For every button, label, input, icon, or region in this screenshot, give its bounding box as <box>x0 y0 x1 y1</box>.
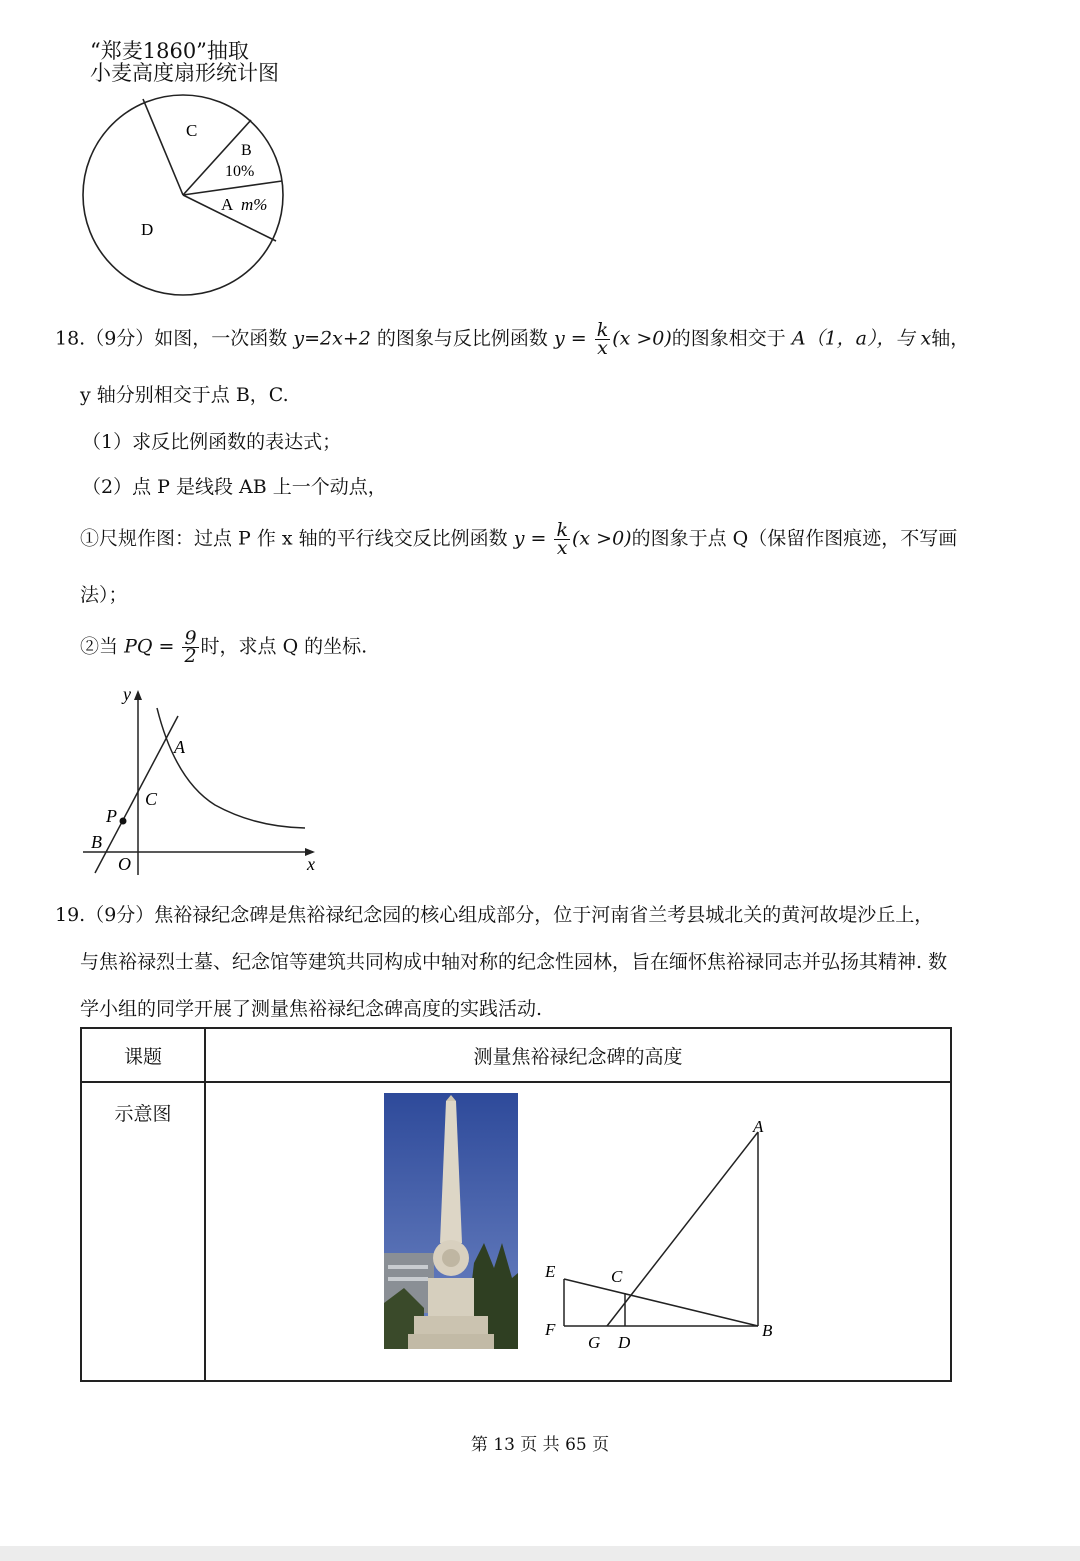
fraction-k-over-x-2: $\frac{k}{x}$ <box>556 519 568 559</box>
point-c-label: C <box>145 789 158 809</box>
page-footer: 第 13 页 共 65 页 <box>470 1435 610 1455</box>
slice-c-label: C <box>186 121 198 140</box>
slice-b-value: 10% <box>225 163 255 180</box>
slice-boundary-b-a <box>183 181 282 195</box>
diagram-label-cell <box>81 1082 205 1381</box>
point-e-label: E <box>545 1262 556 1281</box>
q18-part2-1-text2: 的图象于点 Q（保留作图痕迹，不写画 <box>631 527 958 550</box>
q18-part2-1-text: ①尺规作图：过点 P 作 x 轴的平行线交反比例函数 <box>80 527 508 550</box>
slice-a-label: A <box>221 195 234 214</box>
diagram-label: 示意图 <box>114 1103 172 1125</box>
y-axis-label: y <box>123 684 131 704</box>
table-row-topic <box>81 1028 951 1082</box>
q18-part1: （1）求反比例函数的表达式； <box>82 431 342 453</box>
q18-text3: 轴， <box>931 327 970 350</box>
q18-y-eq: y = <box>553 327 587 350</box>
q19-activity-table <box>80 1027 952 1382</box>
q19-stem-line2: 与焦裕禄烈士墓、纪念馆等建筑共同构成中轴对称的纪念性园林，旨在缅怀焦裕禄同志并弘扬其精神. 数 <box>80 951 948 973</box>
pie-chart <box>75 88 295 308</box>
pie-chart-title <box>90 40 279 84</box>
q18-domain-2: (x >0) <box>571 527 632 550</box>
q18-text: 的图象与反比例函数 <box>376 327 548 350</box>
q18-linear-function: y=2x+2 <box>293 327 371 350</box>
q18-y-eq-2: y = <box>513 527 547 550</box>
point-b-label: B <box>91 832 102 852</box>
fraction-k-over-x: $\frac{k}{x}$ <box>596 319 609 359</box>
origin-label: O <box>118 854 131 874</box>
segment-eb <box>564 1279 758 1326</box>
slice-b-label: B <box>241 142 252 159</box>
monument-photo <box>384 1093 518 1349</box>
y-axis-arrow <box>134 690 142 700</box>
table-row-diagram <box>81 1082 951 1381</box>
hyperbola-curve <box>157 708 305 828</box>
q18-part2: （2）点 P 是线段 AB 上一个动点， <box>82 476 387 498</box>
point-p-label: P <box>106 806 117 826</box>
q18-part2-2 <box>80 627 368 667</box>
q18-part2-2-text2: 时，求点 Q 的坐标. <box>200 635 368 658</box>
q18-part2-1-line2: 法）； <box>80 584 128 606</box>
measurement-diagram <box>536 1118 786 1366</box>
slice-d-label: D <box>141 220 154 239</box>
point-p-dot <box>120 818 127 825</box>
q18-part2-2-text: ②当 <box>80 635 119 658</box>
q19-stem-line3: 学小组的同学开展了测量焦裕禄纪念碑高度的实践活动. <box>80 998 543 1020</box>
x-axis-label: x <box>307 854 315 874</box>
point-d-label: D <box>618 1333 631 1352</box>
segment-ga <box>607 1132 758 1326</box>
q18-text2: 的图象相交于 <box>671 327 786 350</box>
q18-domain: (x >0) <box>612 327 672 350</box>
point-c-label: C <box>611 1267 623 1286</box>
q18-part2-1-line1 <box>80 519 958 559</box>
q19-stem-line1: 19.（9分）焦裕禄纪念碑是焦裕禄纪念园的核心组成部分，位于河南省兰考县城北关的黄河故堤沙丘上， <box>55 904 934 926</box>
topic-label-cell: 课题 <box>81 1028 205 1082</box>
linear-function-line <box>95 716 178 873</box>
point-f-label: F <box>545 1320 556 1339</box>
slice-boundary-d-c <box>143 99 183 195</box>
q18-pq: PQ = <box>124 635 175 658</box>
q18-function-graph <box>75 680 335 880</box>
diagram-cell <box>205 1082 951 1381</box>
q18-head: 18.（9分）如图，一次函数 <box>55 327 288 350</box>
fraction-9-over-2: $\frac{9}{2}$ <box>184 627 197 667</box>
point-b-label: B <box>762 1321 773 1340</box>
q18-x-axis: x <box>920 327 932 350</box>
pie-title-line2: 小麦高度扇形统计图 <box>90 61 279 85</box>
slice-a-value: m% <box>241 195 268 214</box>
q18-point-a: A（1，a），与 <box>791 327 915 350</box>
q18-stem-line2: y 轴分别相交于点 B，C. <box>80 384 289 406</box>
point-a-label: A <box>753 1118 764 1136</box>
point-a-label: A <box>174 737 185 757</box>
topic-value-cell: 测量焦裕禄纪念碑的高度 <box>205 1028 951 1082</box>
point-g-label: G <box>588 1333 601 1352</box>
q18-stem-line1 <box>55 319 970 359</box>
bottom-edge <box>0 1546 1080 1561</box>
pie-title-line1: “郑麦1860”抽取 <box>90 39 249 63</box>
